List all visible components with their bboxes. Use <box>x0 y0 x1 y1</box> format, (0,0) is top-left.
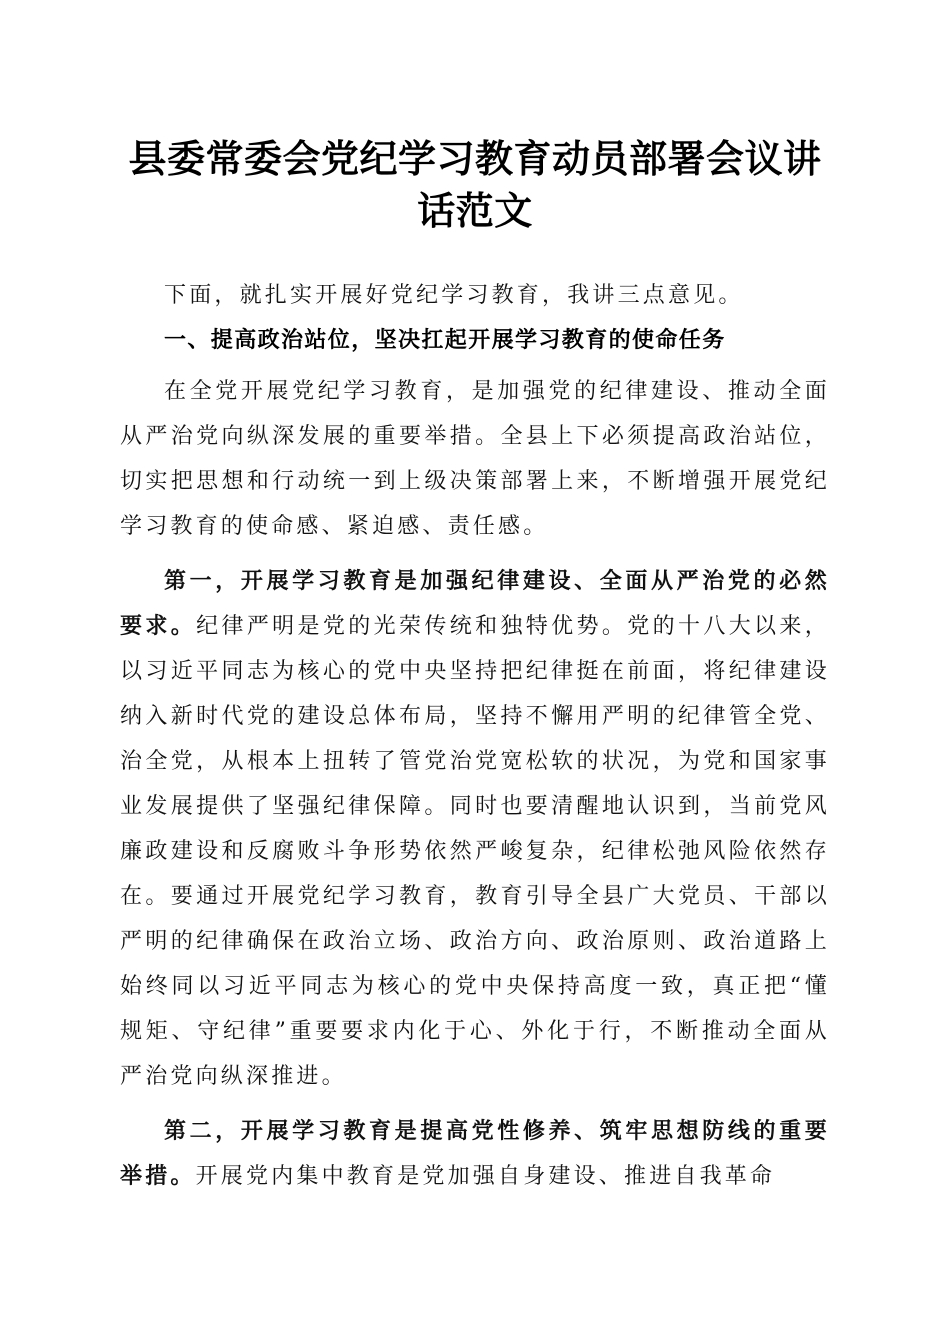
paragraph-2-body: 纪律严明是党的光荣传统和独特优势。党的十八大以来，以习近平同志为核心的党中央坚持把纪律挺在前面，将纪律建设纳入新时代党的建设总体布局，坚持不懈用严明的纪律管全党、治全党，从根本上扭转了管党治党宽松软的状况，为党和国家事业发展提供了坚强纪律保障。同时也要清醒地认识到，当前党风廉政建设和反腐败斗争形势依然严峻复杂，纪律松弛风险依然存在。要通过开展党纪学习教育，教育引导全县广大党员、干部以严明的纪律确保在政治立场、政治方向、政治原则、政治道路上始终同以习近平同志为核心的党中央保持高度一致，真正把“懂规矩、守纪律”重要要求内化于心、外化于行，不断推动全面从严治党向纵深推进。 <box>120 614 830 1089</box>
document-title: 县委常委会党纪学习教育动员部署会议讲话范文 <box>128 136 822 233</box>
intro-paragraph: 下面，就扎实开展好党纪学习教育，我讲三点意见。 <box>164 283 744 308</box>
section-heading-1: 一、提高政治站位，坚决扛起开展学习教育的使命任务 <box>164 328 726 353</box>
paragraph-2-lead: 第一，开展学习教育是加强纪律建设、全面从严治党的必然要求。 <box>120 568 830 639</box>
paragraph-1: 在全党开展党纪学习教育，是加强党的纪律建设、推动全面从严治党向纵深发展的重要举措。全县上下必须提高政治站位，切实把思想和行动统一到上级决策部署上来，不断增强开展党纪学习教育的使命感、紧迫感、责任感。 <box>120 379 830 539</box>
paragraph-3-body: 开展党内集中教育是党加强自身建设、推进自我革命 <box>195 1164 776 1189</box>
paragraph-2 <box>120 559 830 1099</box>
document-body <box>120 273 830 1199</box>
paragraph-3-lead: 第二，开展学习教育是提高党性修养、筑牢思想防线的重要举措。 <box>120 1118 830 1189</box>
paragraph-3 <box>120 1109 830 1199</box>
